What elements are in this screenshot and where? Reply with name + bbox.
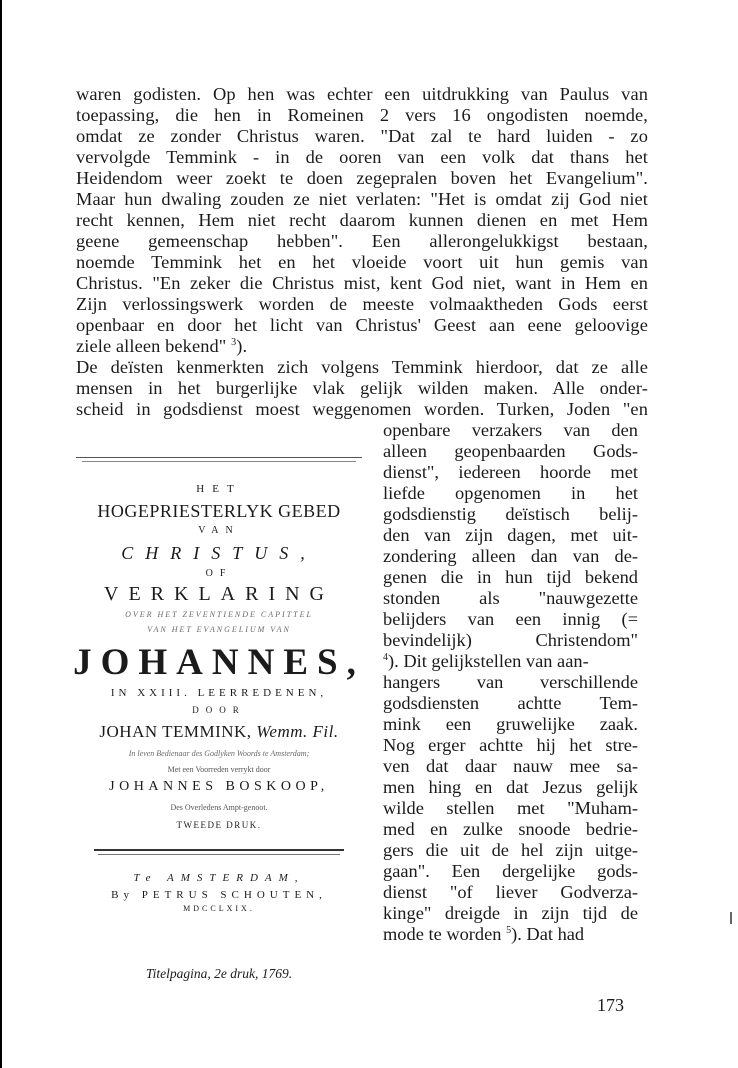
title-met-een: Met een Voorreden verrykt door — [167, 765, 271, 774]
title-tweede-druk: TWEEDE DRUK. — [176, 820, 262, 830]
column-line: liefde opgenomen in het — [383, 483, 638, 503]
column-line: openbare verzakers van den — [383, 420, 638, 440]
column-line: gers die uit de hel zijn uitge- — [383, 840, 638, 860]
title-des-overledens: Des Overledens Ampt-genoot. — [170, 803, 268, 812]
top-rule — [76, 457, 362, 458]
column-line: alleen geopenbaarden Gods- — [383, 441, 638, 461]
body-line-text: ziele alleen bekend" — [76, 336, 227, 356]
scan-left-edge — [0, 0, 2, 1068]
body-line: omdat ze zonder Christus waren. "Dat zal te hard luiden - zo — [76, 126, 648, 146]
footnote-ref-3: $^3$). — [231, 336, 248, 356]
body-line: toepassing, die hen in Romeinen 2 vers 16 ongodisten noemde, — [76, 105, 648, 125]
title-page-figure — [72, 453, 366, 946]
title-author-degree: Wemm. Fil. — [256, 722, 339, 741]
column-line: stonden als "nauwgezette — [383, 588, 638, 608]
body-line: openbaar en door het licht van Christus' Geest aan eene geloovige — [76, 315, 648, 335]
title-subtitle-2: VAN HET EVANGELIUM VAN — [147, 625, 291, 634]
column-line: mink een gruwelijke zaak. — [383, 714, 638, 734]
column-line: genen die in hun tijd bekend — [383, 567, 638, 587]
top-rule-inner — [82, 461, 356, 462]
column-line: bevindelijk) Christendom" — [383, 630, 638, 650]
scan-mark — [730, 912, 732, 924]
column-line: den van zijn dagen, met uit- — [383, 525, 638, 545]
column-line: men hing en dat Jezus gelijk — [383, 777, 638, 797]
body-line: mensen in het burgerlijke vlak gelijk wilden maken. Alle onder- — [76, 378, 648, 398]
title-verklaring: VERKLARING — [104, 583, 334, 605]
body-line: recht kennen, Hem niet recht daarom kunnen dienen en met Hem — [76, 210, 648, 230]
title-author: JOHAN TEMMINK, Wemm. Fil. — [99, 722, 339, 741]
body-line: Christus. "En zeker die Christus mist, kent God niet, want in Hem en — [76, 273, 648, 293]
thick-rule — [94, 849, 344, 851]
column-line: belijders van een innig (= — [383, 609, 638, 629]
body-line: vervolgde Temmink - in de ooren van een volk dat thans het — [76, 147, 648, 167]
title-main: HOGEPRIESTERLYK GEBED — [97, 501, 341, 521]
page-number: 173 — [597, 995, 624, 1015]
title-of: OF — [205, 568, 233, 579]
title-het: HET — [196, 483, 242, 495]
title-christus: CHRISTUS, — [121, 543, 317, 563]
column-line: med en zulke snoode bedrie- — [383, 819, 638, 839]
column-line: zondering alleen dan van de- — [383, 546, 638, 566]
title-printer: By PETRUS SCHOUTEN, — [111, 889, 327, 901]
column-line: kinge" dreigde in zijn tijd de — [383, 903, 638, 923]
footnote-ref-4: 4 — [383, 651, 388, 663]
title-subtitle-1: OVER HET ZEVENTIENDE CAPITTEL — [125, 610, 313, 619]
body-line — [76, 337, 648, 356]
title-boskoop: JOHANNES BOSKOOP, — [109, 779, 329, 794]
figure-caption: Titelpagina, 2e druk, 1769. — [145, 966, 293, 981]
footnote-ref-5: 5 — [506, 924, 512, 936]
column-line: $^4$). Dit gelijkstellen van aan- — [383, 651, 589, 671]
body-line: noemde Temmink het en het vloeide voort uit hun gemis van — [76, 252, 648, 272]
column-line: godsdienstig deïstisch belij- — [383, 504, 638, 524]
body-line: Maar hun dwaling zouden ze niet verlaten: "Het is omdat zij God niet — [76, 189, 648, 209]
body-line: De deïsten kenmerkten zich volgens Temmink hierdoor, dat ze alle — [76, 357, 648, 377]
body-line: scheid in godsdienst moest weggenomen worden. Turken, Joden "en — [76, 399, 648, 419]
column-line: Nog erger achtte hij het stre- — [383, 735, 638, 755]
title-van: VAN — [198, 525, 240, 536]
title-te-amsterdam: Te AMSTERDAM, — [133, 872, 305, 884]
title-author-description: In leven Bedienaar des Godlyken Woords te Amsterdam; — [128, 749, 310, 758]
body-line: geene gemeenschap hebben". Een allerongelukkigst bestaan, — [76, 231, 648, 251]
column-line: wilde stellen met "Muham- — [383, 798, 638, 818]
column-line: godsdiensten achtte Tem- — [383, 693, 638, 713]
column-line: ven dat daar nauw mee sa- — [383, 756, 638, 776]
title-johannes: JOHANNES, — [73, 642, 365, 683]
thin-rule — [98, 854, 340, 855]
column-line: dienst", iedereen hoorde met — [383, 462, 638, 482]
column-line: gaan". Een dergelijke gods- — [383, 861, 638, 881]
title-door: DOOR — [192, 705, 246, 715]
title-year: MDCCLXIX. — [183, 904, 255, 913]
column-line: dienst "of liever Godverza- — [383, 882, 638, 902]
title-leerredenen: IN XXIII. LEERREDENEN, — [110, 687, 328, 699]
body-line: Heidendom weer zoekt te doen zegepralen boven het Evangelium". — [76, 168, 648, 188]
body-line: waren godisten. Op hen was echter een uitdrukking van Paulus van — [76, 84, 648, 104]
column-line: hangers van verschillende — [383, 672, 638, 692]
column-line: mode te worden $^5$). Dat had — [383, 924, 585, 944]
body-line: Zijn verlossingswerk worden de meeste volmaaktheden Gods eerst — [76, 294, 648, 314]
